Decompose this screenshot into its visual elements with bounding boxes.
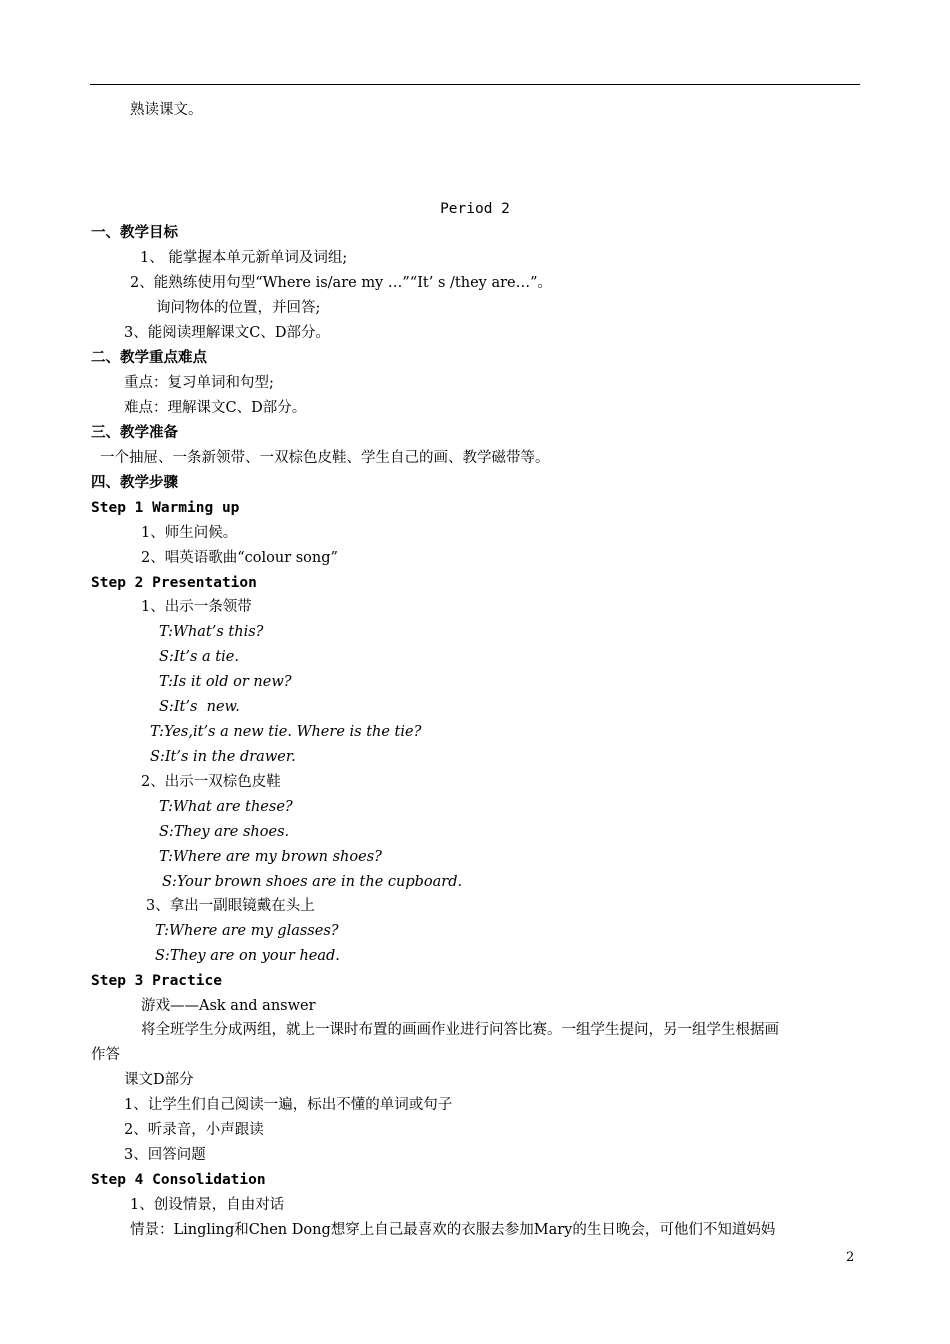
text-line-h4: 四、教学步骤 (91, 474, 178, 491)
text-line-s3e: 1、让学生们自己阅读一遍，标出不懂的单词或句子 (124, 1097, 453, 1113)
text-line-d4: S:It’s new. (159, 699, 240, 715)
text-line-h2: 二、教学重点难点 (91, 349, 207, 366)
header-rule (90, 84, 860, 85)
text-line-s3g: 3、回答问题 (124, 1147, 206, 1163)
text-line-s4a: 1、创设情景，自由对话 (130, 1197, 285, 1213)
text-line-s3d: 课文D部分 (124, 1072, 194, 1088)
period-title: Period 2 (440, 201, 510, 217)
text-line-s2: Step 2 Presentation (91, 575, 257, 591)
text-line-s4b: 情景：Lingling和Chen Dong想穿上自己最喜欢的衣服去参加Mary的生日晚会，可他们不知道妈妈 (130, 1222, 776, 1238)
text-line-s3f: 2、听录音，小声跟读 (124, 1122, 264, 1138)
text-line-d11: T:Where are my glasses? (155, 923, 339, 939)
text-line-s3a: 游戏——Ask and answer (141, 998, 316, 1014)
text-line-o1: 1、 能掌握本单元新单词及词组; (140, 250, 348, 266)
text-line-h1: 一、教学目标 (91, 224, 178, 241)
text-line-d6: S:It’s in the drawer. (150, 749, 296, 765)
text-line-s3b: 将全班学生分成两组，就上一课时布置的画画作业进行问答比赛。一组学生提问，另一组学生根据画 (141, 1022, 779, 1038)
text-line-s1a: 1、师生问候。 (141, 525, 238, 541)
text-line-s3: Step 3 Practice (91, 973, 222, 989)
text-line-p1: 一个抽屉、一条新领带、一双棕色皮鞋、学生自己的画、教学磁带等。 (100, 450, 550, 466)
text-line-d7: T:What are these? (159, 799, 293, 815)
text-line-s4: Step 4 Consolidation (91, 1172, 266, 1188)
text-line-d8: S:They are shoes. (159, 824, 290, 840)
text-line-d3: T:Is it old or new? (159, 674, 292, 690)
top-line: 熟读课文。 (130, 102, 203, 118)
text-line-s1: Step 1 Warming up (91, 500, 240, 516)
text-line-d10: S:Your brown shoes are in the cupboard. (162, 874, 463, 890)
text-line-k2: 难点：理解课文C、D部分。 (124, 400, 307, 416)
text-line-s3c: 作答 (91, 1047, 120, 1063)
text-line-d1: T:What’s this? (159, 624, 264, 640)
text-line-d2: S:It’s a tie. (159, 649, 239, 665)
text-line-d9: T:Where are my brown shoes? (159, 849, 382, 865)
text-line-s2c: 3、拿出一副眼镜戴在头上 (146, 898, 315, 914)
text-line-d5: T:Yes,it’s a new tie. Where is the tie? (150, 724, 422, 740)
text-line-o3: 3、能阅读理解课文C、D部分。 (124, 325, 330, 341)
text-line-s2b: 2、出示一双棕色皮鞋 (141, 774, 281, 790)
text-line-o2: 2、能熟练使用句型“Where is/are my …”“It’ s /they are…”。 (130, 275, 553, 291)
page-number: 2 (846, 1250, 855, 1265)
text-line-h3: 三、教学准备 (91, 424, 178, 441)
text-line-o2b: 询问物体的位置，并回答; (156, 300, 321, 316)
text-line-k1: 重点：复习单词和句型; (124, 375, 274, 391)
text-line-d12: S:They are on your head. (155, 948, 340, 964)
text-line-s2a: 1、出示一条领带 (141, 599, 252, 615)
text-line-s1b: 2、唱英语歌曲“colour song” (141, 550, 338, 566)
